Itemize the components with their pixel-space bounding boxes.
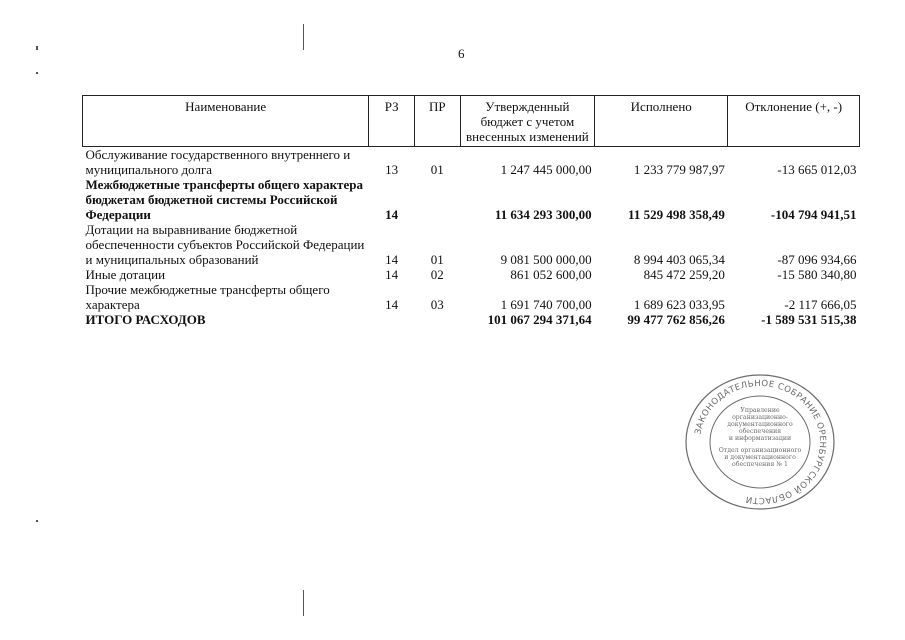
- official-stamp: [682, 372, 838, 512]
- scan-mark: [303, 24, 304, 50]
- stamp-line: обеспечения: [738, 428, 782, 435]
- table-row: [83, 282, 860, 312]
- table-row: [83, 267, 860, 282]
- row-rz: 14: [385, 252, 399, 267]
- scan-mark: [36, 520, 38, 522]
- row-budget: 1 247 445 000,00: [500, 162, 592, 177]
- row-rz: 14: [385, 267, 399, 282]
- row-budget: 11 634 293 300,00: [494, 207, 592, 222]
- row-deviation: -15 580 340,80: [777, 267, 857, 282]
- total-pr: [414, 312, 460, 327]
- scan-mark: [36, 72, 38, 74]
- budget-table: [82, 95, 860, 327]
- total-name: ИТОГО РАСХОДОВ: [85, 312, 206, 327]
- row-executed: 1 233 779 987,97: [633, 162, 725, 177]
- header-pr: ПР: [414, 96, 460, 147]
- row-name: Прочие межбюджетные трансферты общего характера: [85, 282, 330, 312]
- row-deviation: -104 794 941,51: [770, 207, 857, 222]
- row-budget: 1 691 740 700,00: [500, 297, 592, 312]
- row-budget: 9 081 500 000,00: [500, 252, 592, 267]
- row-deviation: -87 096 934,66: [777, 252, 857, 267]
- header-executed: Исполнено: [595, 96, 728, 147]
- row-rz: 14: [385, 207, 399, 222]
- stamp-line: и информатизации: [728, 435, 792, 442]
- header-name: Наименование: [83, 96, 369, 147]
- header-rz: РЗ: [369, 96, 415, 147]
- stamp-line: документационного: [727, 421, 793, 428]
- row-pr: [414, 177, 460, 222]
- row-executed: 845 472 259,20: [643, 267, 725, 282]
- table-total-row: [83, 312, 860, 327]
- stamp-ring-text: [694, 379, 828, 505]
- page-number: 6: [458, 46, 465, 61]
- row-deviation: -2 117 666,05: [784, 297, 857, 312]
- stamp-line: организационно-: [732, 414, 788, 421]
- row-executed: 1 689 623 033,95: [633, 297, 725, 312]
- scan-mark: [303, 590, 304, 616]
- total-executed: 99 477 762 856,26: [627, 312, 725, 327]
- stamp-line: и документационного: [724, 454, 796, 461]
- total-deviation: -1 589 531 515,38: [761, 312, 857, 327]
- stamp-line: обеспечения № 1: [732, 461, 788, 468]
- row-name: Межбюджетные трансферты общего характера бюджетам бюджетной системы Российской Федерации: [85, 177, 363, 222]
- scan-mark: [36, 46, 38, 50]
- row-pr: 03: [430, 297, 444, 312]
- stamp-line: Управление: [740, 407, 780, 414]
- row-pr: 01: [430, 252, 444, 267]
- table-row: [83, 177, 860, 222]
- header-budget: Утвержденный бюджет с учетом внесенных изменений: [460, 96, 594, 147]
- total-rz: [369, 312, 415, 327]
- row-pr: 02: [430, 267, 444, 282]
- stamp-ring-textpath: ЗАКОНОДАТЕЛЬНОЕ СОБРАНИЕ ОРЕНБУРГСКОЙ ОБЛАСТИ: [693, 378, 828, 506]
- header-deviation: Отклонение (+, -): [728, 96, 860, 147]
- table-row: [83, 147, 860, 178]
- row-executed: 11 529 498 358,49: [628, 207, 725, 222]
- row-pr: 01: [430, 162, 444, 177]
- stamp-line: Отдел организационного: [718, 447, 802, 454]
- row-rz: 13: [385, 162, 399, 177]
- row-name: Обслуживание государственного внутреннего и муниципального долга: [85, 147, 351, 177]
- row-budget: 861 052 600,00: [510, 267, 592, 282]
- table-header-row: [83, 96, 860, 147]
- row-rz: 14: [385, 297, 399, 312]
- table-row: [83, 222, 860, 267]
- row-deviation: -13 665 012,03: [777, 162, 857, 177]
- total-budget: 101 067 294 371,64: [487, 312, 592, 327]
- row-executed: 8 994 403 065,34: [633, 252, 725, 267]
- row-name: Иные дотации: [85, 267, 166, 282]
- row-name: Дотации на выравнивание бюджетной обеспеченности субъектов Российской Федерации и муниципальных образований: [85, 222, 365, 267]
